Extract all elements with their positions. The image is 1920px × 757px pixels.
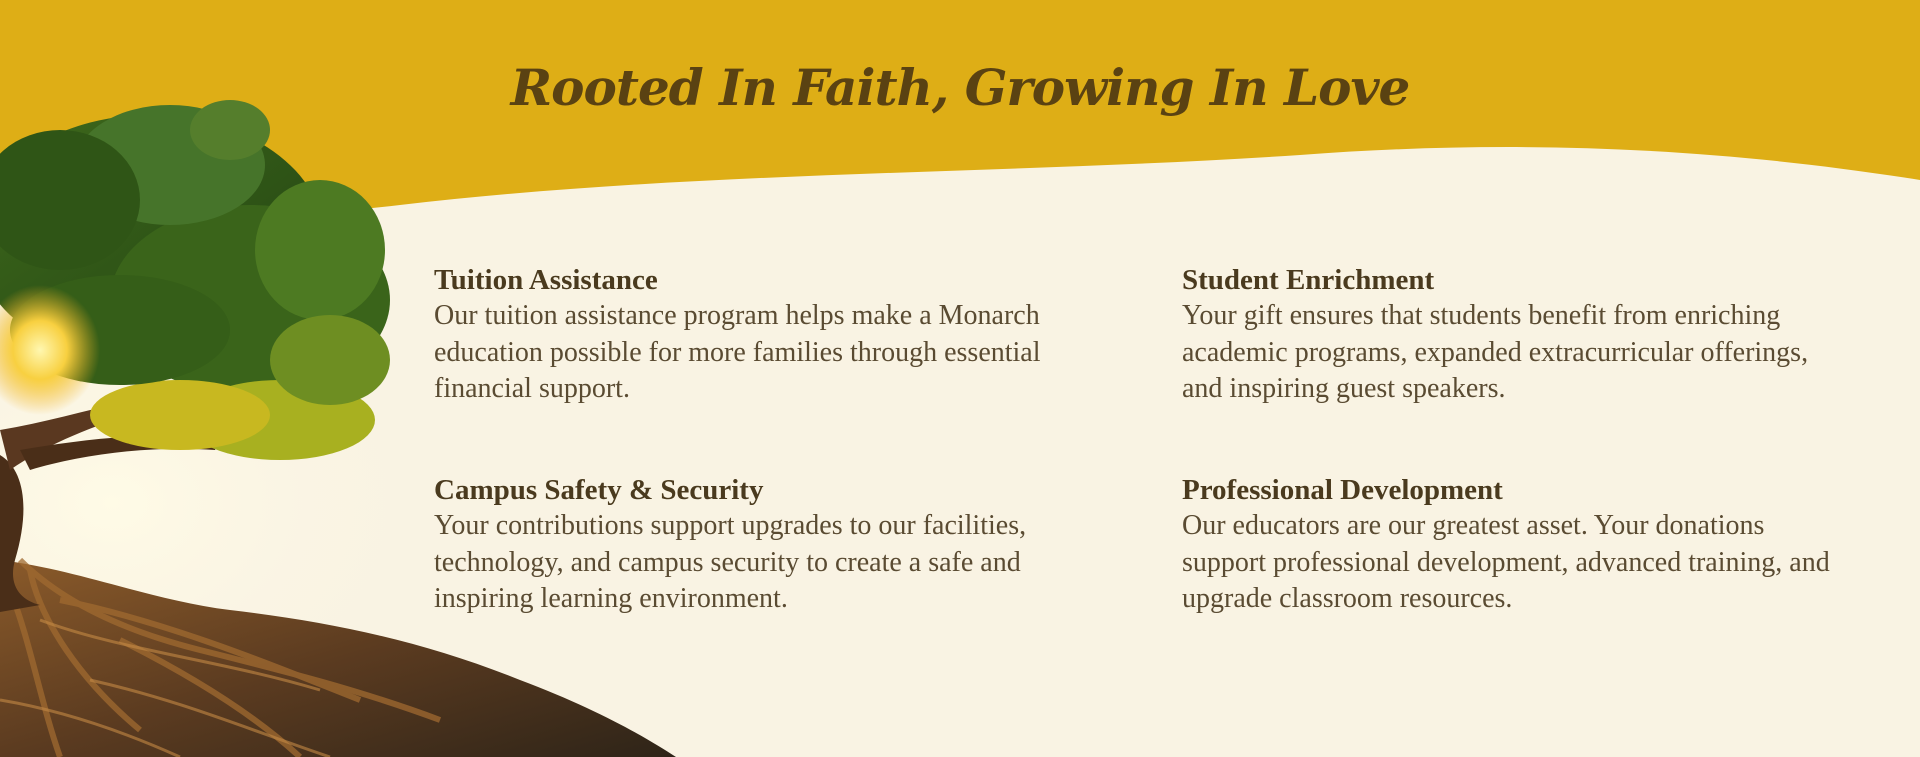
card-body: Your gift ensures that students benefit from enriching academic programs, expanded extracurricular offerings, and inspiring guest speakers. xyxy=(1182,300,1809,404)
card-tuition-assistance xyxy=(434,262,1074,408)
card-body: Your contributions support upgrades to our facilities, technology, and campus security to create a safe and inspiring learning environment. xyxy=(434,510,1027,614)
card-title: Professional Development xyxy=(1182,474,1503,506)
card-student-enrichment xyxy=(1182,262,1852,408)
page-title: Rooted In Faith, Growing In Love xyxy=(510,58,1410,117)
card-title: Tuition Assistance xyxy=(434,264,658,296)
card-professional-development xyxy=(1182,472,1852,618)
card-body: Our tuition assistance program helps make a Monarch education possible for more families through essential financial support. xyxy=(434,300,1041,404)
card-campus-safety xyxy=(434,472,1074,618)
card-title: Student Enrichment xyxy=(1182,264,1435,296)
card-title: Campus Safety & Security xyxy=(434,474,764,506)
card-body: Our educators are our greatest asset. Your donations support professional development, advanced training, and upgrade classroom resources. xyxy=(1182,510,1830,614)
